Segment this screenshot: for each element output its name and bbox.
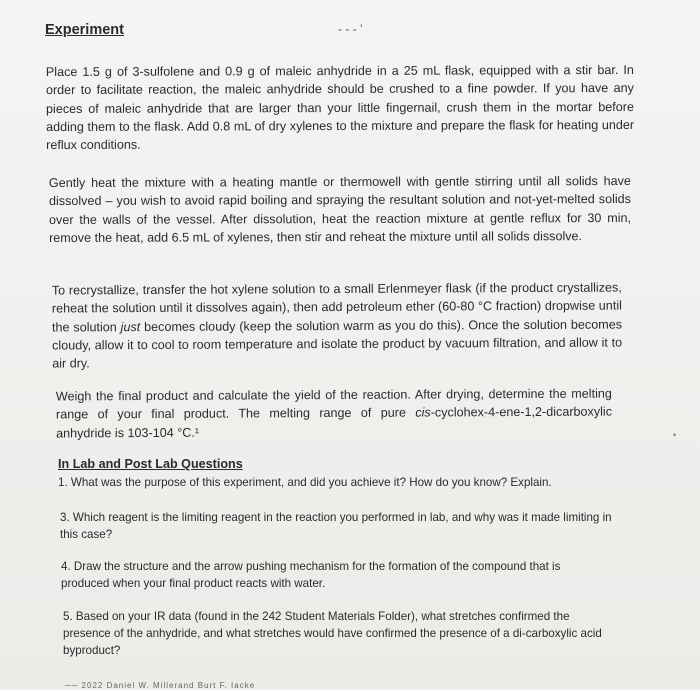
question-3: 3. Which reagent is the limiting reagent in the reaction you performed in lab, and why was it made limiting in this case?	[60, 511, 612, 541]
paragraph-weigh-a: Weigh the final product and calculate the yield of the reaction. After drying, determine the melting range of your final product. The melting range of pure	[55, 386, 612, 422]
paragraph-recrystallize-b: becomes cloudy (keep the solution warm as you do this). Once the solution becomes cloudy, allow it to cool to room temperature and isolate the product by vacuum filtration, and allow it to air dry.	[52, 317, 623, 371]
questions-heading: In Lab and Post Lab Questions	[58, 457, 243, 471]
top-marks: - - - ’	[338, 22, 363, 36]
paragraph-recrystallize	[52, 279, 622, 373]
side-mark: •	[673, 430, 677, 440]
paragraph-recrystallize-a: To recrystallize, transfer the hot xylene solution to a small Erlenmeyer flask (if the product crystallizes, reheat the solution until it dissolves again), then add petroleum ether (60-80 °C fraction) dropwise until the solution	[51, 280, 622, 335]
paragraph-weigh-b: -cyclohex-4-ene-1,2-dicarboxylic anhydride is 103-104 °C.¹	[56, 404, 613, 441]
question-4: 4. Draw the structure and the arrow pushing mechanism for the formation of the compound that is produced when your final product reacts with water.	[61, 560, 561, 590]
paragraph-recrystallize-emphasis: just	[120, 319, 141, 334]
paragraph-heating: Gently heat the mixture with a heating mantle or thermowell with gentle stirring until all solids have dissolved – you wish to avoid rapid boiling and spraying the resultant solution and not-yet-melted solids over the walls of the vessel. After dissolution, heat the reaction mixture at gentle reflux for 30 min, remove the heat, add 6.5 mL of xylenes, then stir and reheat the mixture until all solids dissolve.	[48, 173, 632, 245]
footer-copyright: ── 2022 Daniel W. Millerand Burt F. Iacke	[65, 681, 256, 690]
paragraph-weigh	[56, 385, 612, 443]
paragraph-setup: Place 1.5 g of 3-sulfolene and 0.9 g of maleic anhydride in a 25 mL flask, equipped with a stir bar. In order to facilitate reaction, the maleic anhydride should be crushed to a fine powder. If you have any pieces of maleic anhydride that are larger than your little fingernail, crush them in the mortar before adding them to the flask. Add 0.8 mL of dry xylenes to the mixture and prepare the flask for heating under reflux conditions.	[45, 62, 635, 153]
question-5: 5. Based on your IR data (found in the 242 Student Materials Folder), what stretches confirmed the presence of the anhydride, and what stretches would have confirmed the presence of a di-carboxylic acid byproduct?	[63, 610, 602, 657]
paragraph-weigh-emphasis: cis	[415, 405, 431, 420]
question-1: 1. What was the purpose of this experiment, and did you achieve it? How do you know? Explain.	[58, 476, 552, 489]
experiment-heading: Experiment	[45, 22, 124, 38]
